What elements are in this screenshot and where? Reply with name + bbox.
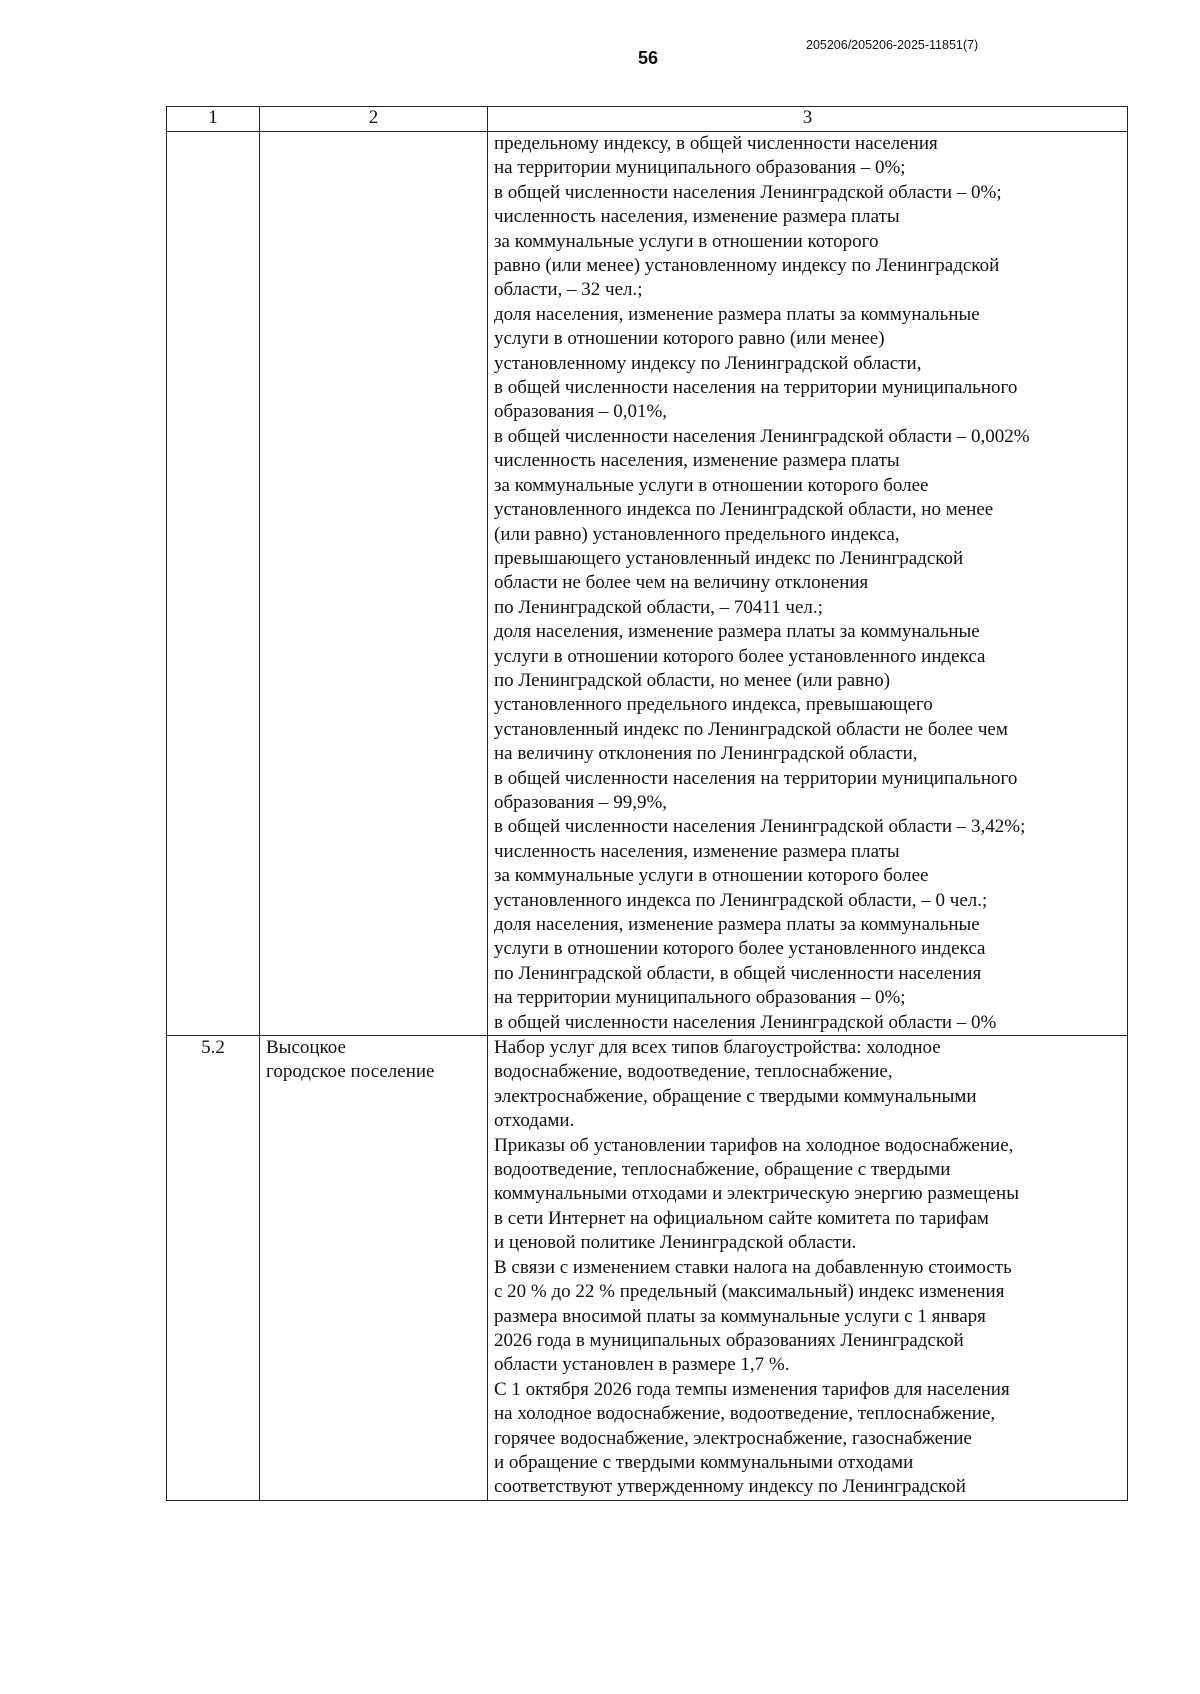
- text-line: коммунальными отходами и электрическую энергию размещены: [494, 1183, 1019, 1205]
- table-row-5-2: [167, 1036, 1128, 1501]
- text-line: Приказы об установлении тарифов на холодное водоснабжение,: [494, 1134, 1014, 1156]
- text-line: размера вносимой платы за коммунальные услуги с 1 января: [494, 1305, 986, 1327]
- text-line: отходами.: [494, 1110, 575, 1132]
- text-line: за коммунальные услуги в отношении которого более: [494, 865, 929, 887]
- column-header-2: 2: [260, 107, 488, 132]
- text-line: равно (или менее) установленному индексу по Ленинградской: [494, 255, 1000, 277]
- text-line: области, – 32 чел.;: [494, 279, 643, 301]
- text-line: водоотведение, теплоснабжение, обращение с твердыми: [494, 1159, 951, 1181]
- text-line: за коммунальные услуги в отношении которого более: [494, 474, 929, 496]
- text-line: водоснабжение, водоотведение, теплоснабжение,: [494, 1061, 893, 1083]
- text-line: горячее водоснабжение, электроснабжение, газоснабжение: [494, 1427, 972, 1449]
- text-line: услуги в отношении которого более установленного индекса: [494, 645, 986, 667]
- text-line: образования – 0,01%,: [494, 401, 668, 423]
- table-row-continuation: [167, 132, 1128, 1036]
- document-table: [166, 106, 1128, 1501]
- column-header-3: 3: [488, 107, 1128, 132]
- text-line: С 1 октября 2026 года темпы изменения тарифов для населения: [494, 1378, 1010, 1400]
- text-line: установленному индексу по Ленинградской области,: [494, 352, 922, 374]
- column-header-1: 1: [167, 107, 260, 132]
- text-line: установленного индекса по Ленинградской области, но менее: [494, 499, 994, 521]
- text-line: в общей численности населения Ленинградской области – 3,42%;: [494, 816, 1026, 838]
- text-line: в общей численности населения на территории муниципального: [494, 377, 1018, 399]
- text-line: услуги в отношении которого более установленного индекса: [494, 938, 986, 960]
- text-line: 2026 года в муниципальных образованиях Ленинградской: [494, 1329, 964, 1351]
- text-line: на холодное водоснабжение, водоотведение, теплоснабжение,: [494, 1403, 996, 1425]
- text-line: и обращение с твердыми коммунальными отходами: [494, 1451, 914, 1473]
- text-line: с 20 % до 22 % предельный (максимальный) индекс изменения: [494, 1281, 1005, 1303]
- text-line: области установлен в размере 1,7 %.: [494, 1354, 790, 1376]
- text-line: предельному индексу, в общей численности населения: [494, 133, 938, 154]
- text-line: образования – 99,9%,: [494, 791, 668, 813]
- text-line: в общей численности населения на территории муниципального: [494, 767, 1018, 789]
- text-line: численность населения, изменение размера платы: [494, 206, 900, 228]
- text-line: в общей численности населения Ленинградской области – 0%;: [494, 181, 1002, 203]
- text-line: соответствуют утвержденному индексу по Ленинградской: [494, 1476, 966, 1498]
- table-header-row: [167, 107, 1128, 132]
- text-line: численность населения, изменение размера платы: [494, 840, 900, 862]
- settlement-name-line: Высоцкое: [266, 1037, 346, 1059]
- text-line: установленного предельного индекса, превышающего: [494, 694, 933, 716]
- text-line: по Ленинградской области, в общей численности населения: [494, 962, 982, 984]
- text-line: установленный индекс по Ленинградской области не более чем: [494, 718, 1008, 740]
- document-id: 205206/205206-2025-11851(7): [806, 38, 979, 52]
- text-line: доля населения, изменение размера платы за коммунальные: [494, 914, 980, 935]
- row-number-cell: 5.2: [167, 1036, 260, 1501]
- row-number-cell: [167, 132, 260, 1036]
- text-line: в общей численности населения Ленинградской области – 0,002%: [494, 425, 1030, 447]
- text-line: электроснабжение, обращение с твердыми коммунальными: [494, 1085, 977, 1107]
- text-line: на территории муниципального образования – 0%;: [494, 987, 906, 1009]
- settlement-name-cell: [260, 1036, 488, 1501]
- text-line: и ценовой политике Ленинградской области.: [494, 1232, 857, 1254]
- settlement-name-cell: [260, 132, 488, 1036]
- text-line: В связи с изменением ставки налога на добавленную стоимость: [494, 1256, 1012, 1278]
- text-line: численность населения, изменение размера платы: [494, 450, 900, 472]
- text-line: установленного индекса по Ленинградской области, – 0 чел.;: [494, 889, 988, 911]
- text-line: превышающего установленный индекс по Ленинградской: [494, 547, 964, 569]
- text-line: услуги в отношении которого равно (или менее): [494, 328, 885, 350]
- settlement-name-line: городское поселение: [266, 1061, 435, 1083]
- description-cell: [488, 1036, 1128, 1501]
- text-line: по Ленинградской области, – 70411 чел.;: [494, 596, 823, 618]
- text-line: в общей численности населения Ленинградской области – 0%: [494, 1011, 997, 1033]
- text-line: области не более чем на величину отклонения: [494, 572, 869, 594]
- text-line: на территории муниципального образования – 0%;: [494, 157, 906, 179]
- text-line: за коммунальные услуги в отношении которого: [494, 230, 879, 252]
- text-line: на величину отклонения по Ленинградской области,: [494, 743, 918, 765]
- page-number: 56: [638, 48, 659, 68]
- text-line: в сети Интернет на официальном сайте комитета по тарифам: [494, 1207, 989, 1229]
- text-line: (или равно) установленного предельного индекса,: [494, 523, 900, 545]
- text-line: доля населения, изменение размера платы за коммунальные: [494, 621, 980, 643]
- text-line: по Ленинградской области, но менее (или равно): [494, 669, 891, 691]
- description-cell: [488, 132, 1128, 1036]
- text-line: Набор услуг для всех типов благоустройства: холодное: [494, 1037, 941, 1059]
- text-line: доля населения, изменение размера платы за коммунальные: [494, 303, 980, 325]
